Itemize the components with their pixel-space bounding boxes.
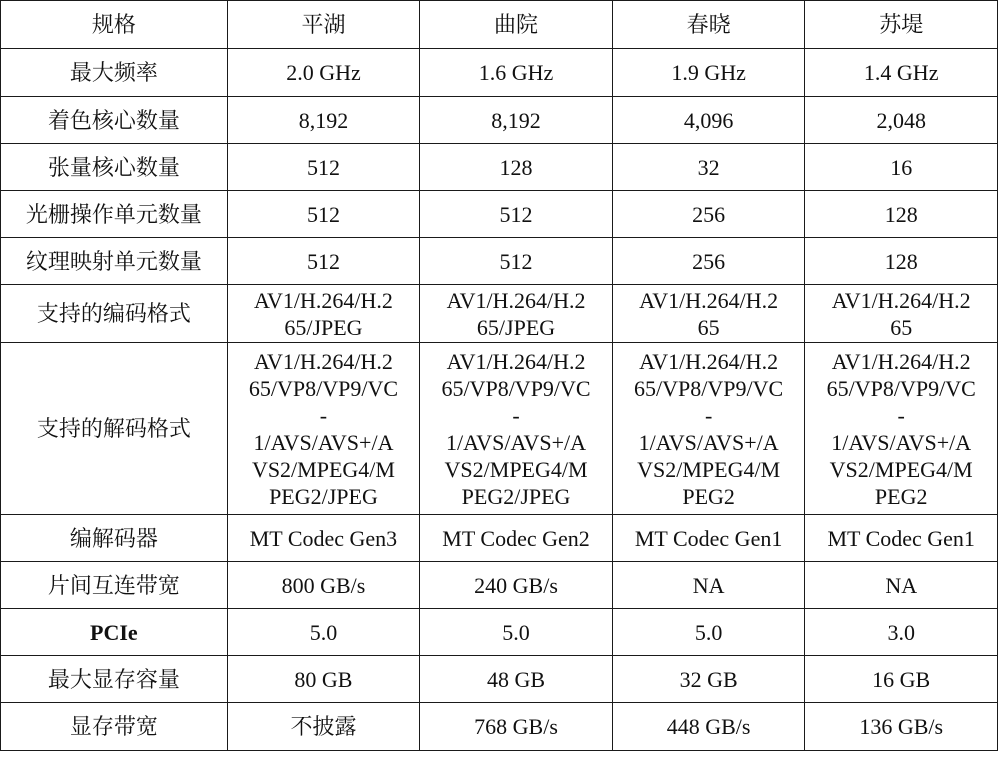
row-label: 光栅操作单元数量 [1,191,228,238]
table-cell: NA [612,562,805,609]
row-label: 着色核心数量 [1,97,228,144]
table-cell: AV1/H.264/H.2 65/JPEG [420,285,613,343]
table-row [1,343,998,515]
table-cell: 不披露 [227,703,420,751]
row-label: 纹理映射单元数量 [1,238,228,285]
table-cell: 256 [612,191,805,238]
table-cell: AV1/H.264/H.2 65 [612,285,805,343]
table-row [1,656,998,703]
table-cell: 128 [805,191,998,238]
table-cell: 4,096 [612,97,805,144]
table-cell: 256 [612,238,805,285]
table-header-row [1,1,998,49]
table-cell: 512 [227,144,420,191]
header-cell-quyuan: 曲院 [420,1,613,49]
row-label: PCIe [1,609,228,656]
table-cell: MT Codec Gen2 [420,515,613,562]
row-label: 张量核心数量 [1,144,228,191]
table-cell: 32 [612,144,805,191]
table-cell: 5.0 [227,609,420,656]
table-cell: AV1/H.264/H.2 65/VP8/VP9/VC - 1/AVS/AVS+/A VS2/MPEG4/M PEG2/JPEG [227,343,420,515]
table-cell: 80 GB [227,656,420,703]
table-cell: 3.0 [805,609,998,656]
table-cell: 800 GB/s [227,562,420,609]
table-cell: 240 GB/s [420,562,613,609]
header-cell-spec: 规格 [1,1,228,49]
table-cell: 136 GB/s [805,703,998,751]
table-cell: 1.6 GHz [420,49,613,97]
table-cell: 448 GB/s [612,703,805,751]
row-label: 编解码器 [1,515,228,562]
table-row [1,285,998,343]
header-cell-chunxiao: 春晓 [612,1,805,49]
table-cell: 32 GB [612,656,805,703]
table-cell: 48 GB [420,656,613,703]
table-cell: 8,192 [420,97,613,144]
table-cell: 512 [227,191,420,238]
table-cell: AV1/H.264/H.2 65/VP8/VP9/VC - 1/AVS/AVS+/A VS2/MPEG4/M PEG2 [612,343,805,515]
table-cell: 512 [420,191,613,238]
table-row [1,562,998,609]
table-cell: 2,048 [805,97,998,144]
table-cell: 768 GB/s [420,703,613,751]
table-cell: 5.0 [420,609,613,656]
table-cell: 128 [805,238,998,285]
table-cell: 16 GB [805,656,998,703]
table-row [1,609,998,656]
table-row [1,191,998,238]
table-cell: 1.4 GHz [805,49,998,97]
table-cell: 512 [227,238,420,285]
table-cell: 2.0 GHz [227,49,420,97]
table-cell: 1.9 GHz [612,49,805,97]
row-label: 最大频率 [1,49,228,97]
table-cell: 16 [805,144,998,191]
table-row [1,515,998,562]
header-cell-pinghu: 平湖 [227,1,420,49]
table-cell: 8,192 [227,97,420,144]
table-cell: AV1/H.264/H.2 65/VP8/VP9/VC - 1/AVS/AVS+/A VS2/MPEG4/M PEG2/JPEG [420,343,613,515]
table-cell: AV1/H.264/H.2 65/JPEG [227,285,420,343]
table-cell: MT Codec Gen1 [805,515,998,562]
table-cell: MT Codec Gen3 [227,515,420,562]
table-row [1,49,998,97]
table-cell: NA [805,562,998,609]
table-row [1,703,998,751]
header-cell-sudi: 苏堤 [805,1,998,49]
row-label: 最大显存容量 [1,656,228,703]
row-label: 片间互连带宽 [1,562,228,609]
table-cell: AV1/H.264/H.2 65 [805,285,998,343]
table-cell: 5.0 [612,609,805,656]
row-label: 显存带宽 [1,703,228,751]
table-row [1,144,998,191]
table-cell: 512 [420,238,613,285]
table-cell: 128 [420,144,613,191]
table-cell: MT Codec Gen1 [612,515,805,562]
table-row [1,97,998,144]
row-label: 支持的编码格式 [1,285,228,343]
row-label: 支持的解码格式 [1,343,228,515]
table-row [1,238,998,285]
table-cell: AV1/H.264/H.2 65/VP8/VP9/VC - 1/AVS/AVS+/A VS2/MPEG4/M PEG2 [805,343,998,515]
